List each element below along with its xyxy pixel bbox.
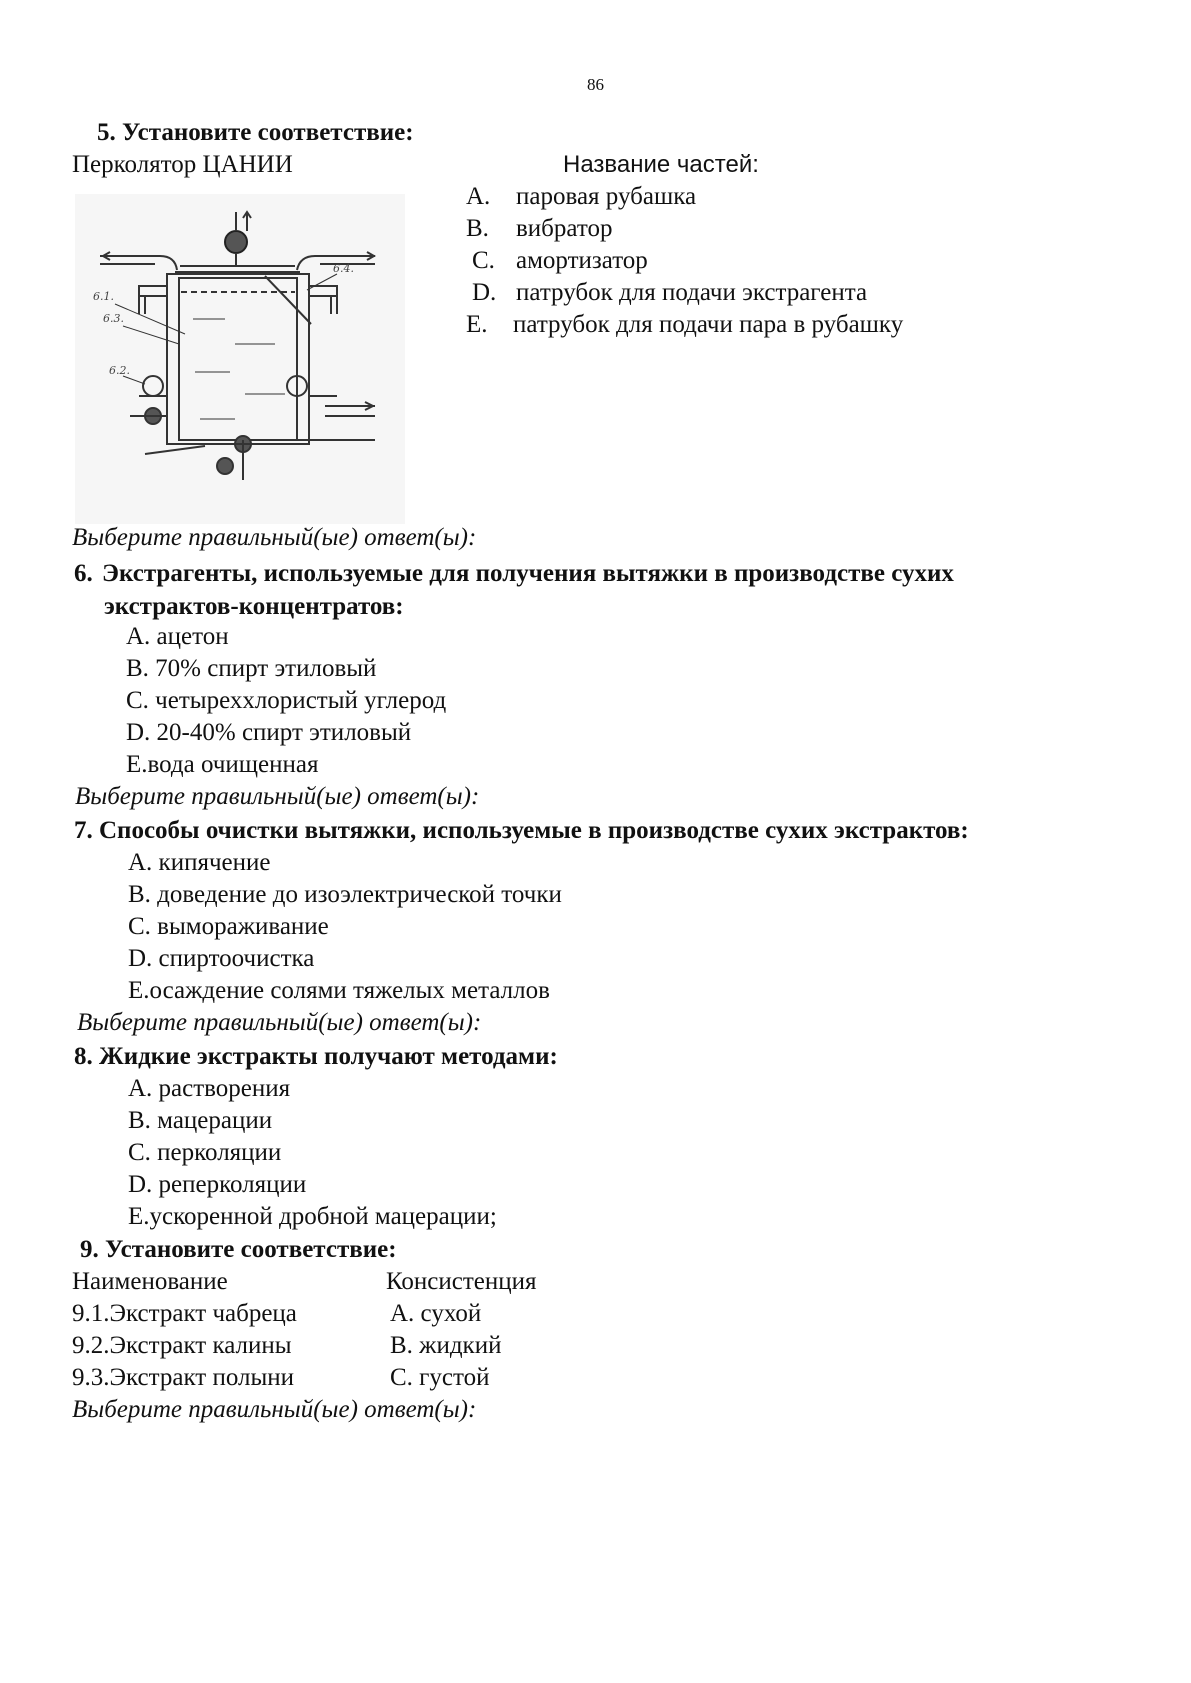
q5-part-d: D. патрубок для подачи экстрагента bbox=[472, 279, 868, 306]
figure-label-6-4: 6.4. bbox=[333, 262, 354, 275]
q5-part-a: A. паровая рубашка bbox=[466, 183, 697, 210]
q8-option-a: A. растворения bbox=[128, 1075, 291, 1102]
q5-right-heading: Название частей: bbox=[563, 151, 759, 178]
q9-row-2-name: 9.2.Экстракт калины bbox=[72, 1332, 292, 1359]
q6-option-b: B. 70% спирт этиловый bbox=[126, 655, 377, 682]
q9-row-3-value: C. густой bbox=[390, 1364, 490, 1391]
figure-label-6-3: 6.3. bbox=[103, 312, 124, 325]
q9-row-1-name: 9.1.Экстракт чабреца bbox=[72, 1300, 297, 1327]
q7-option-d: D. спиртоочистка bbox=[128, 945, 315, 972]
q8-title: 8. Жидкие экстракты получают методами: bbox=[74, 1043, 558, 1070]
q9-col1-heading: Наименование bbox=[72, 1268, 228, 1295]
q8-option-e: E.ускоренной дробной мацерации; bbox=[128, 1203, 497, 1230]
q7-option-b: B. доведение до изоэлектрической точки bbox=[128, 881, 562, 908]
figure-label-6-1: 6.1. bbox=[93, 290, 114, 303]
q6-option-e: E.вода очищенная bbox=[126, 751, 319, 778]
q8-option-b: B. мацерации bbox=[128, 1107, 273, 1134]
q5-left-heading: Перколятор ЦАНИИ bbox=[72, 151, 293, 178]
q5-answer-prompt: Выберите правильный(ые) ответ(ы): bbox=[72, 524, 477, 551]
q9-row-1-value: A. сухой bbox=[390, 1300, 482, 1327]
q9-answer-prompt: Выберите правильный(ые) ответ(ы): bbox=[72, 1396, 477, 1423]
q5-part-e: E. патрубок для подачи пара в рубашку bbox=[466, 311, 904, 338]
q6-option-a: A. ацетон bbox=[126, 623, 229, 650]
q6-option-d: D. 20-40% спирт этиловый bbox=[126, 719, 412, 746]
q7-answer-prompt: Выберите правильный(ые) ответ(ы): bbox=[77, 1009, 482, 1036]
q7-option-a: A. кипячение bbox=[128, 849, 271, 876]
percolator-diagram bbox=[75, 194, 405, 524]
q6-title: 6. Экстрагенты, используемые для получения вытяжки в производстве сухих экстрактов-концентратов: bbox=[74, 560, 954, 620]
q8-option-c: C. перколяции bbox=[128, 1139, 282, 1166]
q9-row-2-value: B. жидкий bbox=[390, 1332, 502, 1359]
q9-col2-heading: Консистенция bbox=[386, 1268, 537, 1295]
q5-part-b: B. вибратор bbox=[466, 215, 613, 242]
q6-answer-prompt: Выберите правильный(ые) ответ(ы): bbox=[75, 783, 480, 810]
q7-option-c: C. вымораживание bbox=[128, 913, 329, 940]
q9-row-3-name: 9.3.Экстракт полыни bbox=[72, 1364, 295, 1391]
q9-title: 9. Установите соответствие: bbox=[80, 1236, 397, 1263]
q5-title: 5. Установите соответствие: bbox=[97, 119, 414, 146]
percolator-drawing bbox=[75, 194, 405, 524]
figure-label-6-2: 6.2. bbox=[109, 364, 130, 377]
q5-part-c: C. амортизатор bbox=[472, 247, 648, 274]
page-number: 86 bbox=[587, 75, 604, 94]
q8-option-d: D. реперколяции bbox=[128, 1171, 307, 1198]
q7-title: 7. Способы очистки вытяжки, используемые в производстве сухих экстрактов: bbox=[74, 817, 969, 844]
q6-option-c: C. четыреххлористый углерод bbox=[126, 687, 447, 714]
q7-option-e: E.осаждение солями тяжелых металлов bbox=[128, 977, 550, 1004]
